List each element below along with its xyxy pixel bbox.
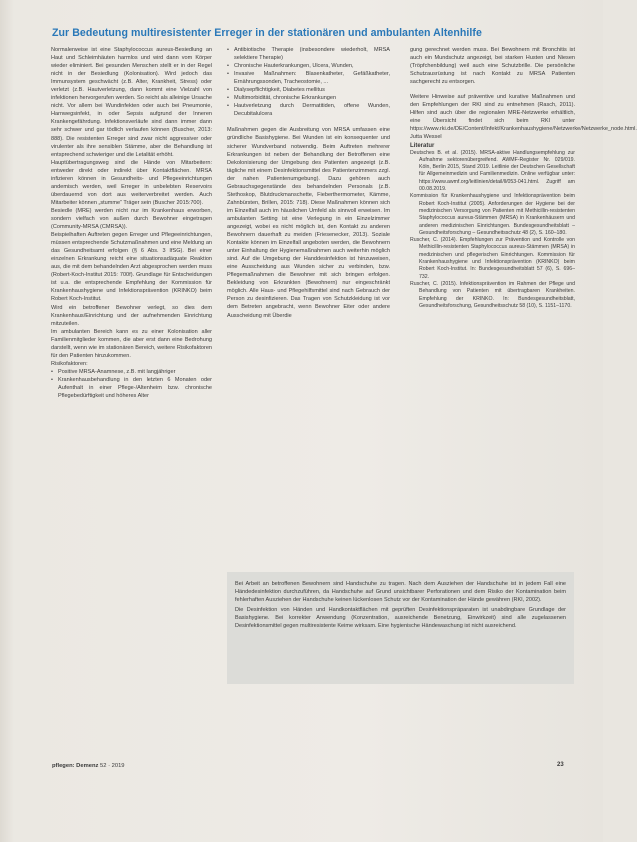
literature-heading: Literatur xyxy=(410,142,435,149)
box-paragraph: Bei Arbeit an betroffenen Bewohnern sind Handschuhe zu tragen. Nach dem Ausziehen der Handschuhe ist in jedem Fall eine Händedesinfektion durchzuführen, da Handschuhe auf Grund unsichtbarer Perforationen und dem Risiko der Kontamination beim fehlerhaften Ausziehen der Handschuhe keinen lückenlosen Schutz vor der Kontamination der Hände gewähren (RKI, 2002). xyxy=(235,581,566,604)
risk-factors-list-continued xyxy=(227,46,390,118)
paragraph: Besiedle (MRE) werden nicht nur im Krankenhaus erworben, sondern vielfach von außen durch Bewohner eingetragen (Community-MRSA (CMRSA)). xyxy=(51,207,212,231)
paragraph: Hauptübertragungsweg sind die Hände von Mitarbeitern: entweder direkt oder indirekt über Kontaktflächen. MRSA infizieren können in Gesundheits- und Pflegeeinrichtungen andemisch werden, weil Erreger in unbelebten Reservoirs überdauernd von dort aus weiterverbreitet werden. Auch Mitarbeiter können „stumme“ Träger sein (Buscher 2015:700). xyxy=(51,159,212,206)
footer-magazine xyxy=(52,763,125,769)
info-box xyxy=(227,572,574,684)
column-2 xyxy=(227,46,390,320)
author-name: Jutta Wessel xyxy=(410,134,442,141)
literature-entry: Ruscher, C. (2014). Empfehlungen zur Prävention und Kontrolle von Methicillin-resistenten Staphylococcus aureus-Stämmen (MRSA) in medizinischen und pflegerischen Einrichtungen. Kommission für Krankenhaushygiene und Infektionsprävention (KRINKO) beim Robert Koch-Institut. In: Bundesgesundheitsblatt 57 (6), S. 696–732. xyxy=(410,237,575,280)
list-item: • Positive MRSA-Anamnese, z.B. mit langjähriger xyxy=(58,368,212,376)
issue-number: 52 · 2019 xyxy=(100,763,125,769)
magazine-name: pflegen: Demenz xyxy=(52,763,99,769)
literature-entry: Deutsches B. et al. (2015). MRSA-aktive Handlungsempfehlung zur Aufnahme sektorenübergreifend. AWMF-Register Nr. 029/019. Köln, Berlin 2015, Stand 2019. Leitlinie der Deutschen Gesellschaft für Allgemeinmedizin und Familienmedizin. Online verfügbar unter: https://www.awmf.org/leitlinien/detail/ll/053-041.html. Zugriff am 00.08.2019. xyxy=(410,149,575,193)
list-item: • Krankenhausbehandlung in den letzten 6 Monaten oder Aufenthalt in einer Pflege-/Altenheim bzw. chronische Pflegebedürftigkeit und höheres Alter xyxy=(58,376,212,400)
list-item: • Multimorbidität, chronische Erkrankungen xyxy=(234,94,390,102)
paragraph: Weitere Hinweise auf präventive und kurative Maßnahmen und den Empfehlungen der RKI sind zu entnehmen (Rasch, 2011). Hilfen sind auch über die regionalen MRE-Netzwerke erhältlich, eine Übersicht findet sich beim RKI unter https://www.rki.de/DE/Content/Infekt/Krankenhaushygiene/Netzwerke/Netzwerke_node.html. xyxy=(410,94,637,133)
literature-entry: Ruscher, C. (2015). Infektionsprävention im Rahmen der Pflege und Behandlung von Patienten mit übertragbaren Krankheiten. Empfehlung der KRINKO. In: Bundesgesundheitsblatt, Gesundheitsforschung, Gesundheitsschutz 58 (10), S. 1151–1170. xyxy=(410,280,575,309)
column-3 xyxy=(410,46,637,310)
list-item: • Antibiotische Therapie (insbesondere wiederholt, MRSA selektiere Therapie) xyxy=(234,46,390,62)
list-item: • Hautverletzung durch Dermatitiden, offene Wunden, Decubitalulcera xyxy=(234,102,390,118)
article-title: Zur Bedeutung multiresistenter Erreger in der stationären und ambulanten Altenhilfe xyxy=(52,27,482,39)
paragraph: Wird ein betroffener Bewohner verlegt, so dies dem Krankenhaus/Einrichtung und der aufnehmenden Einrichtung mitzuteilen. xyxy=(51,304,212,327)
paragraph: gung gerechnet werden muss. Bei Bewohnern mit Bronchitis ist auch ein Mundschutz angezeigt, bei starken Husten und Niesen (Tröpfchenbildung) weil auch eine Schutzbrille. Die persönliche Schutzausrüstung ist nach Kontakt zu MRSA Patienten sachgerecht zu entsorgen. xyxy=(410,47,575,86)
risk-factors-heading: Risikofaktoren: xyxy=(51,360,88,367)
column-1 xyxy=(51,46,212,400)
paragraph: Normalerweise ist eine Staphylococcus aureus-Besiedlung an Haut und Schleimhäuten harmlos und wird dann vom Körper wieder eliminiert. Bei gesunden Menschen stellt er in der Regel nicht in der Besiedlung (Kolonisation). Wird jedoch das Immunsystem geschwächt (z.B. Alter, Krankheit, Stress) oder verletzt (z.B. Hautverletzung, dann kommt eine Vielzahl von infektionen hervorgerufen werden. So reicht als alleinige Ursache nicht. Vor allem bei Wundinfekten oder auch bei Pneumonie, Harnwegsinfekt, in oder Sepsis aufgrund der Inneren Krankengefährdung. Infektionsverläufe sind dann immer dann sehr schwer und gar tödlich verlaufen können (Buscher, 2013: 888). Die resistenten Erreger sind zwar nicht aggressiver oder virulenter als ihre sensiblen Stämme, aber die Behandlung ist entsprechend schwieriger und die Letalität erhöht. xyxy=(51,47,212,158)
literature-entry: Kommission für Krankenhaushygiene und Infektionsprävention beim Robert Koch-Institut (2005). Anforderungen der Hygiene bei der medizinischen Versorgung von Patienten mit Methicillin-resistenten Staphylococcus aureus-Stämmen (MRSA) in Krankenhäusern und anderen medizinischen Einrichtungen. Bundesgesundheitsblatt – Gesundheitsforschung – Gesundheitsschutz 48 (2), S. 160–180. xyxy=(410,193,575,236)
risk-factors-list xyxy=(51,368,212,400)
paragraph: Beispielhaften Auftreten gegen Erreger und Pflegeeinrichtungen, müssen entsprechende Schutzmaßnahmen und eine Meldung an das Gesundheitsamt erfolgen (§ 6 Abs. 3 IfSG). Bei einer einzelnen Erkrankung reicht eine situationsadäquate Reaktion aus, die mit dem behandelnden Arzt abgesprochen werden muss (Robert-Koch-Institut 2015: 700f). Grundlage für Entscheidungen ist u.a. die entsprechende Empfehlung der Kommission für Krankenhaushygiene und Infektionsprävention (KRINKO) beim Robert Koch-Institut. xyxy=(51,232,212,303)
list-item: • Dialysepflichtigkeit, Diabetes mellitus xyxy=(234,86,390,94)
paragraph: Maßnahmen gegen die Ausbreitung von MRSA umfassen eine gründliche Basishygiene. Bei Wunden ist ein konsequenter und sicherer Wundverband notwendig. Beim Auftreten mehrerer Erkrankungen ist neben der Behandlung der Betroffenen eine Dekolonisierung der Umgebung des Patienten angezeigt (z.B. tägliche mit einem Desinfektionsmittel des Patientenzimmers zzgl. der nahen Patientenumgebung). Dazu gehören auch Gebrauchsgegenstände des behandelnden Personals (z.B. Stethoskop, Blutdruckmanschette, Fieberthermometer, Kämme, Zahnbürsten, Brillen, 2015: 718). Diese Maßnahmen können sich im Einzelfall auch im häuslichen Umfeld als sinnvoll erweisen. Im ambulanten Setting ist eine Verlegung in ein Einzelzimmer angezeigt, wobei es nicht möglich ist, den Kontakt zu anderen Bewohnern dauerhaft zu meiden (Friesenecker, 2013). Soziale Kontakte können im Einzelfall angeboten werden, die Bewohnern unter Einhaltung der Hygienemaßnahmen auch weiterhin möglich sind. Auf die Umgebung der Handdesinfektion ist hinzuweisen, eine Ausscheidung aus Wunden sicher zu verbinden, bzw. Pflegemaßnahmen die Bewohner mit sich bringen erfolgen. Bekleidung von Erkrankten (Bewohnern) nur eingeschränkt möglich. Alle Haus- und Pflegehilfsmittel sind nach Gebrauch der Person zu desinfizieren. Das Tragen von Schutzkleidung ist vor dem Betreten angebracht, wenn Bewohner Eiter oder andere Ausscheidung mit Überdie xyxy=(227,127,390,319)
paragraph: Im ambulanten Bereich kann es zu einer Kolonisation aller Familienmitglieder kommen, die aber erst dann eine Bedrohung darstellt, wenn wie im stationären Bereich, weitere Risikofaktoren für den Patienten hinzukommen. xyxy=(51,328,212,359)
list-item: • Invasive Maßnahmen: Blasenkatheter, Gefäßkatheter, Ernährungssonden, Tracheostomie, ... xyxy=(234,70,390,86)
box-paragraph: Die Desinfektion von Händen und Handkontaktflächen mit geprüften Desinfektionspräparaten ist unabdingbare Grundlage der Basishygiene. Bei korrekter Anwendung (Konzentration, ausreichende Benetzung, Einwirkzeit) sind alle zugelassenen Desinfektionsmittel gegen multiresistente Keime wirksam. Eine hygienische Händewaschung ist nicht ausreichend. xyxy=(235,607,566,630)
list-item: • Chronische Hauterkrankungen, Ulcera, Wunden, xyxy=(234,62,390,70)
page-number: 23 xyxy=(557,762,564,768)
